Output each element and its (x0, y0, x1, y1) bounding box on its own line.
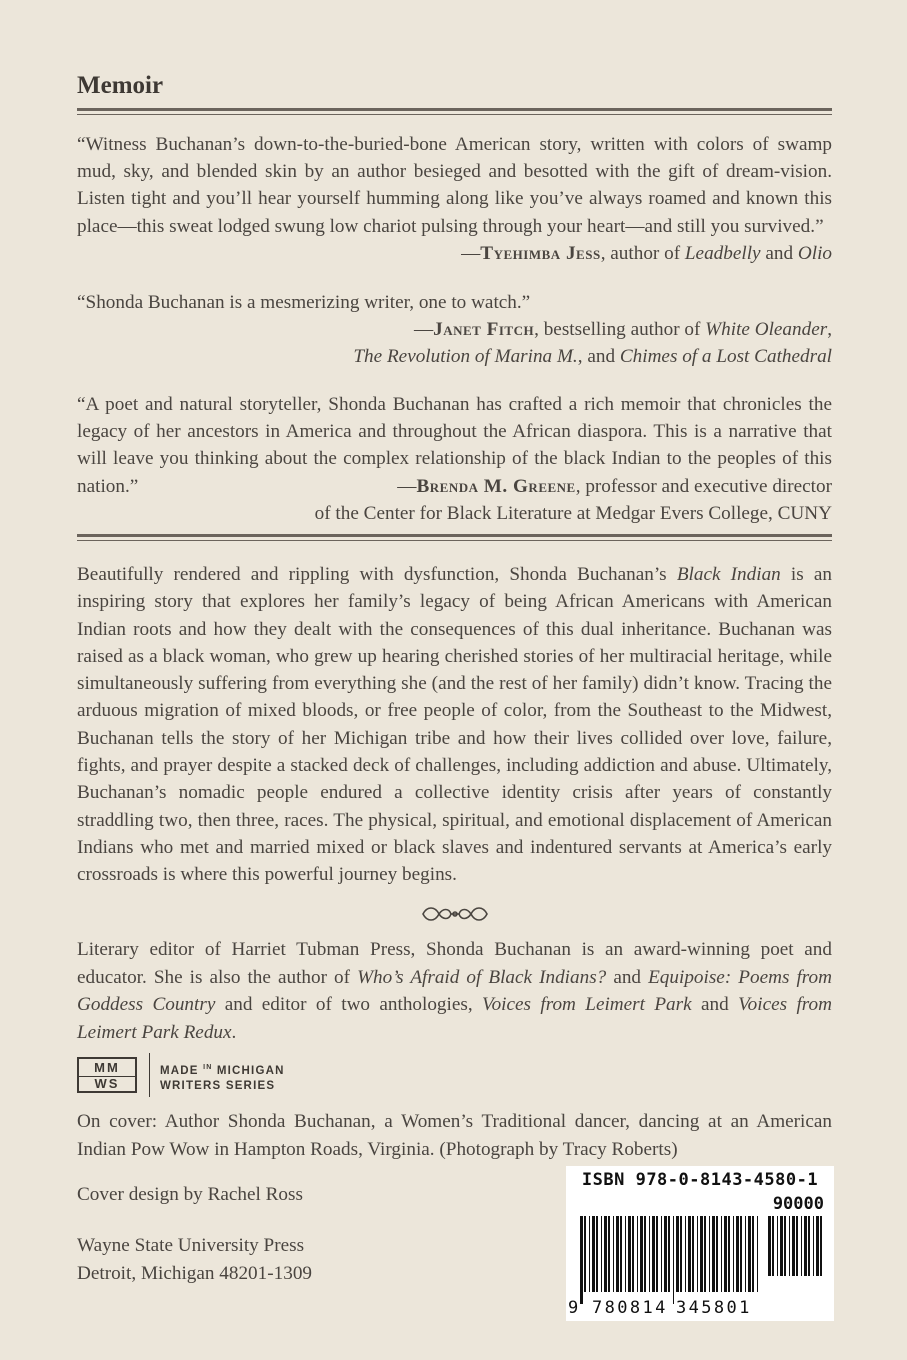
fleuron-ornament-icon (417, 902, 493, 926)
barcode-bar (613, 1216, 614, 1292)
barcode-bar (664, 1216, 667, 1292)
barcode-bar (816, 1216, 819, 1276)
dash: — (397, 476, 417, 497)
barcode-bar (656, 1216, 658, 1292)
blurb-quote-2: “Shonda Buchanan is a mesmerizing writer, one to watch.” (77, 292, 531, 313)
series-line: WRITERS SERIES (160, 1079, 276, 1092)
barcode-bar (697, 1216, 698, 1292)
barcode-bar (796, 1216, 798, 1276)
book-title: Who’s Afraid of Black Indians? (357, 966, 607, 988)
logo-text: WS (94, 1076, 120, 1091)
book-title: Olio (797, 243, 832, 264)
barcode-bar (685, 1216, 686, 1292)
ean-barcode-bars (580, 1216, 762, 1304)
attr-text: , (827, 319, 832, 340)
blurb-author-name: Tyehimba Jess (480, 243, 601, 264)
barcode-bar (589, 1216, 590, 1292)
barcode-bar (733, 1216, 734, 1292)
book-title: Equipoise: Poems from Goddess Country (77, 966, 832, 1015)
series-name (160, 1060, 285, 1094)
barcode-bar (716, 1216, 718, 1292)
blurb-author-name: Janet Fitch (433, 319, 535, 340)
series-line (160, 1060, 285, 1079)
blurb-attribution-3 (315, 473, 832, 527)
barcode-bar (724, 1216, 727, 1292)
barcode-bar (772, 1216, 774, 1276)
blurb-quote-3: “A poet and natural storyteller, Shonda Buchanan has crafted a rich memoir that chronicles the legacy of her ancestors in America and throughout the African diaspora. This is a narrative that will leave you thinking about the complex relationship of the black Indian to the peoples of this nation.” (77, 394, 832, 497)
publisher-block (77, 1232, 312, 1287)
series-text: MADE (160, 1064, 204, 1077)
barcode-bar (628, 1216, 631, 1292)
dash: — (413, 319, 434, 340)
isbn-text: ISBN 978-0-8143-4580-1 (581, 1170, 819, 1190)
barcode-bar (768, 1216, 771, 1276)
publisher-name: Wayne State University Press (77, 1235, 305, 1256)
barcode-bar (680, 1216, 682, 1292)
barcode-bar (721, 1216, 722, 1292)
barcode-bar (804, 1216, 807, 1276)
book-title: Voices from Leimert Park Redux (77, 994, 832, 1043)
barcode-bar (704, 1216, 706, 1292)
cover-design-credit: Cover design by Rachel Ross (77, 1184, 303, 1205)
barcode-bar (752, 1216, 754, 1292)
bio-text: and (606, 966, 649, 988)
barcode-bar (640, 1216, 643, 1292)
barcode-bar (777, 1216, 778, 1276)
isbn-barcode (566, 1166, 834, 1321)
book-title: White Oleander (705, 319, 828, 340)
barcode-bar (813, 1216, 814, 1276)
barcode-bar (637, 1216, 638, 1292)
desc-text: is an inspiring story that explores her family’s legacy of being African Americans with American Indian roots and how they dealt with the consequences of this dual inheritance. Buchanan was raised as a black woman, who grew up hearing cherished stories of her multiracial heritage, while simultaneously suffering from everything she (and the rest of her family) didn’t know. Tracing the arduous migration of mixed bloods, or free people of color, from the Southeast to the Midwest, Buchanan tells the story of her Michigan tribe and how their lives collided over love, failure, fights, and prayer despite a stacked deck of challenges, including addiction and abuse. Ultimately, Buchanan’s nomadic people endured a collective identity crisis after years of constantly straddling two, then three, races. The physical, spiritual, and emotional displacement of American Indians who met and married mixed or black slaves and indentured servants at America’s early crossroads is where this powerful journey begins. (77, 564, 833, 886)
author-bio (77, 936, 832, 1046)
barcode-bar (584, 1216, 586, 1292)
barcode-bar (801, 1216, 802, 1276)
barcode-bar (789, 1216, 790, 1276)
barcode-bar (728, 1216, 730, 1292)
barcode-bar (712, 1216, 715, 1292)
barcode-bar (604, 1216, 607, 1292)
desc-text: Beautifully rendered and rippling with dysfunction, Shonda Buchanan’s (77, 564, 677, 585)
blurb-author-name: Brenda M. Greene (416, 476, 576, 497)
book-title: Black Indian (676, 564, 781, 585)
attr-text: , bestselling author of (534, 319, 706, 340)
barcode-bar (757, 1216, 758, 1292)
barcode-bar (784, 1216, 786, 1276)
addon-barcode-bars (768, 1216, 826, 1276)
middle-rule (77, 534, 832, 541)
barcode-bar (700, 1216, 703, 1292)
barcode-bar (596, 1216, 598, 1292)
barcode-bar (745, 1216, 746, 1292)
book-title: Voices from Leimert Park (482, 994, 692, 1015)
blurb-attribution-2 (353, 316, 832, 370)
logo-text: MM (79, 1059, 135, 1077)
attr-text: , professor and executive director (575, 476, 832, 497)
bio-text: . (231, 1021, 237, 1043)
barcode-bar (736, 1216, 739, 1292)
bio-text: and editor of two anthologies, (215, 994, 482, 1015)
book-title: The Revolution of Marina M. (353, 346, 578, 368)
barcode-bar (661, 1216, 662, 1292)
barcode-bar (616, 1216, 619, 1292)
barcode-bar (608, 1216, 610, 1292)
attr-text: , author of (600, 243, 685, 264)
barcode-bar (820, 1216, 822, 1276)
barcode-bar (709, 1216, 710, 1292)
barcode-bar (644, 1216, 646, 1292)
cover-note: On cover: Author Shonda Buchanan, a Women’s Traditional dancer, dancing at an American Indian Pow Wow in Hampton Roads, Virginia. (Photograph by Tracy Roberts) (77, 1111, 832, 1160)
barcode-bar (740, 1216, 742, 1292)
price-code: 90000 (772, 1194, 824, 1214)
barcode-bar (632, 1216, 634, 1292)
publisher-address: Detroit, Michigan 48201-1309 (77, 1262, 313, 1284)
series-logo (77, 1057, 137, 1093)
book-title: Chimes of a Lost Cathedral (619, 346, 832, 368)
dash: — (461, 243, 481, 264)
attr-line (315, 473, 832, 500)
book-description (77, 561, 832, 889)
barcode-bar (676, 1216, 679, 1292)
barcode-bar (592, 1216, 595, 1292)
barcode-bar (692, 1216, 694, 1292)
attr-line (353, 316, 832, 343)
attr-text: , and (577, 346, 620, 368)
series-text: IN (203, 1064, 213, 1071)
barcode-digit-group: 345801 (676, 1298, 752, 1318)
barcode-digit-group: 780814 (592, 1298, 668, 1318)
barcode-bar (668, 1216, 670, 1292)
barcode-bar (625, 1216, 626, 1292)
blurb-quote-1: “Witness Buchanan’s down-to-the-buried-bone American story, written with colors of swamp mud, sky, and blended skin by an author besieged and besotted with the gift of dream-vision. Listen tight and you’ll hear yourself humming along like you’ve always roamed and known this place—this sweat lodged swung low chariot pulsing through your heart—and still you survived.” (77, 134, 832, 237)
bio-text: and (691, 994, 739, 1015)
book-title: Leadbelly (684, 243, 761, 264)
barcode-digit: 9 (568, 1298, 579, 1318)
barcode-bar (792, 1216, 795, 1276)
barcode-bar (620, 1216, 622, 1292)
barcode-bar (688, 1216, 691, 1292)
barcode-bar (649, 1216, 650, 1292)
category-label: Memoir (77, 72, 164, 99)
series-text: MICHIGAN (212, 1064, 285, 1077)
bio-text: Literary editor of Harriet Tubman Press, Shonda Buchanan is an award-winning poet and educator. She is also the author of (77, 939, 832, 988)
barcode-bar (652, 1216, 655, 1292)
attr-text: and (760, 243, 798, 264)
blurb-attribution-1 (461, 240, 832, 267)
barcode-bar (601, 1216, 602, 1292)
barcode-bar (808, 1216, 810, 1276)
attr-line: of the Center for Black Literature at Medgar Evers College, CUNY (314, 503, 832, 525)
barcode-bar (673, 1216, 674, 1304)
attr-line (353, 343, 832, 370)
logo-divider (149, 1053, 150, 1097)
barcode-bar (780, 1216, 783, 1276)
barcode-bar (748, 1216, 751, 1292)
barcode-bar (580, 1216, 583, 1304)
top-rule (77, 108, 832, 115)
